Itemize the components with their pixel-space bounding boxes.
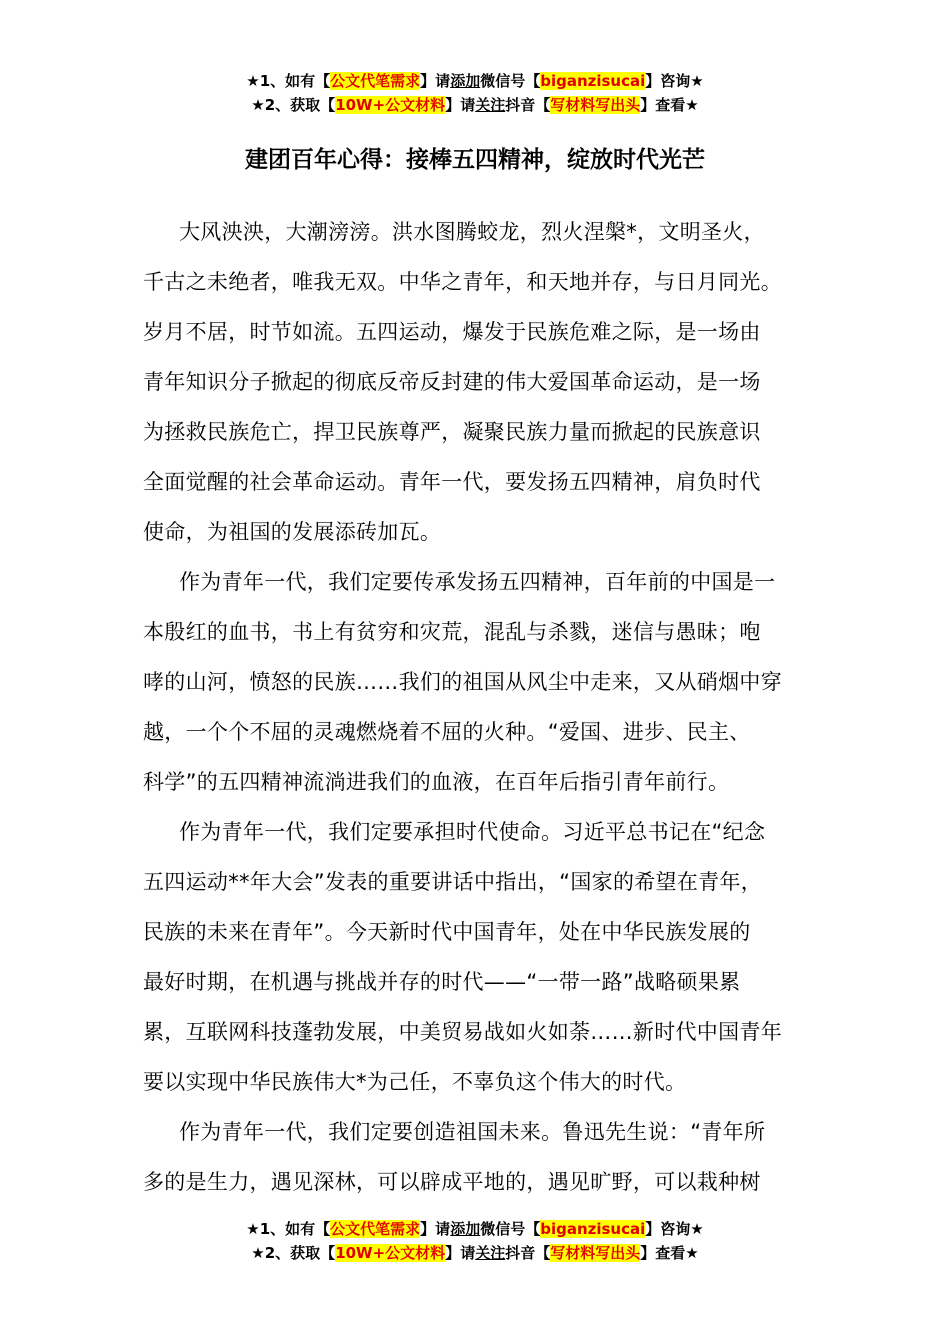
banner-line-1 xyxy=(0,1217,950,1241)
document-body xyxy=(143,207,809,1207)
banner-text: 】请 xyxy=(420,72,451,90)
banner-text: ★1、如有【 xyxy=(246,72,331,90)
banner-text: 】请 xyxy=(445,1244,476,1262)
body-line: 青年知识分子掀起的彻底反帝反封建的伟大爱国革命运动，是一场 xyxy=(143,370,761,394)
body-line: 最好时期，在机遇与挑战并存的时代——“一带一路”战略硕果累 xyxy=(143,970,741,994)
body-line: 为拯救民族危亡，捍卫民族尊严，凝聚民族力量而掀起的民族意识 xyxy=(143,420,761,444)
banner-text: ★2、获取【 xyxy=(251,1244,336,1262)
body-line: 多的是生力，遇见深林，可以辟成平地的，遇见旷野，可以栽种树 xyxy=(143,1170,761,1194)
banner-underline: 添加 xyxy=(450,72,481,90)
banner-line-1 xyxy=(0,69,950,93)
banner-highlight: 公文代笔需求 xyxy=(330,72,421,90)
body-line: 科学”的五四精神流淌进我们的血液，在百年后指引青年前行。 xyxy=(143,770,730,794)
banner-text: 】查看★ xyxy=(640,96,699,114)
banner-text: 抖音【 xyxy=(505,96,551,114)
banner-highlight: biganzisucai xyxy=(540,1220,646,1238)
banner-line-2 xyxy=(0,93,950,117)
body-line: 本殷红的血书，书上有贫穷和灾荒，混乱与杀戮，迷信与愚昧；咆 xyxy=(143,620,761,644)
banner-highlight: 10W+公文材料 xyxy=(335,96,446,114)
body-line: 岁月不居，时节如流。五四运动，爆发于民族危难之际，是一场由 xyxy=(143,320,761,344)
header-banner xyxy=(0,69,950,117)
banner-text: ★1、如有【 xyxy=(246,1220,331,1238)
banner-highlight: 10W+公文材料 xyxy=(335,1244,446,1262)
banner-text: 】查看★ xyxy=(640,1244,699,1262)
body-line: 越，一个个不屈的灵魂燃烧着不屈的火种。“爱国、进步、民主、 xyxy=(143,720,751,744)
banner-text: 】请 xyxy=(445,96,476,114)
document-title: 建团百年心得：接棒五四精神，绽放时代光芒 xyxy=(245,147,705,173)
body-line: 全面觉醒的社会革命运动。青年一代，要发扬五四精神，肩负时代 xyxy=(143,470,761,494)
body-line: 作为青年一代，我们定要传承发扬五四精神，百年前的中国是一 xyxy=(179,570,776,594)
banner-highlight: biganzisucai xyxy=(540,72,646,90)
footer-banner xyxy=(0,1217,950,1265)
banner-text: 微信号【 xyxy=(480,72,541,90)
body-line: 哮的山河，愤怒的民族……我们的祖国从风尘中走来，又从硝烟中穿 xyxy=(143,670,782,694)
banner-underline: 关注 xyxy=(475,96,506,114)
banner-highlight: 写材料写出头 xyxy=(550,96,641,114)
banner-underline: 关注 xyxy=(475,1244,506,1262)
banner-text: ★2、获取【 xyxy=(251,96,336,114)
banner-underline: 添加 xyxy=(450,1220,481,1238)
body-line: 五四运动**年大会”发表的重要讲话中指出，“国家的希望在青年， xyxy=(143,870,763,894)
body-line: 累，互联网科技蓬勃发展，中美贸易战如火如荼……新时代中国青年 xyxy=(143,1020,782,1044)
body-line: 大风泱泱，大潮滂滂。洪水图腾蛟龙，烈火涅槃*，文明圣火， xyxy=(179,220,765,244)
banner-highlight: 写材料写出头 xyxy=(550,1244,641,1262)
banner-text: 】咨询★ xyxy=(645,1220,704,1238)
body-line: 作为青年一代，我们定要创造祖国未来。鲁迅先生说：“青年所 xyxy=(179,1120,766,1144)
banner-text: 抖音【 xyxy=(505,1244,551,1262)
body-line: 作为青年一代，我们定要承担时代使命。习近平总书记在“纪念 xyxy=(179,820,766,844)
banner-text: 】咨询★ xyxy=(645,72,704,90)
body-line: 要以实现中华民族伟大*为己任，不辜负这个伟大的时代。 xyxy=(143,1070,687,1094)
body-line: 千古之未绝者，唯我无双。中华之青年，和天地并存，与日月同光。 xyxy=(143,270,782,294)
banner-text: 】请 xyxy=(420,1220,451,1238)
banner-text: 微信号【 xyxy=(480,1220,541,1238)
banner-line-2 xyxy=(0,1241,950,1265)
body-line: 使命，为祖国的发展添砖加瓦。 xyxy=(143,520,442,544)
banner-highlight: 公文代笔需求 xyxy=(330,1220,421,1238)
body-line: 民族的未来在青年”。今天新时代中国青年，处在中华民族发展的 xyxy=(143,920,751,944)
